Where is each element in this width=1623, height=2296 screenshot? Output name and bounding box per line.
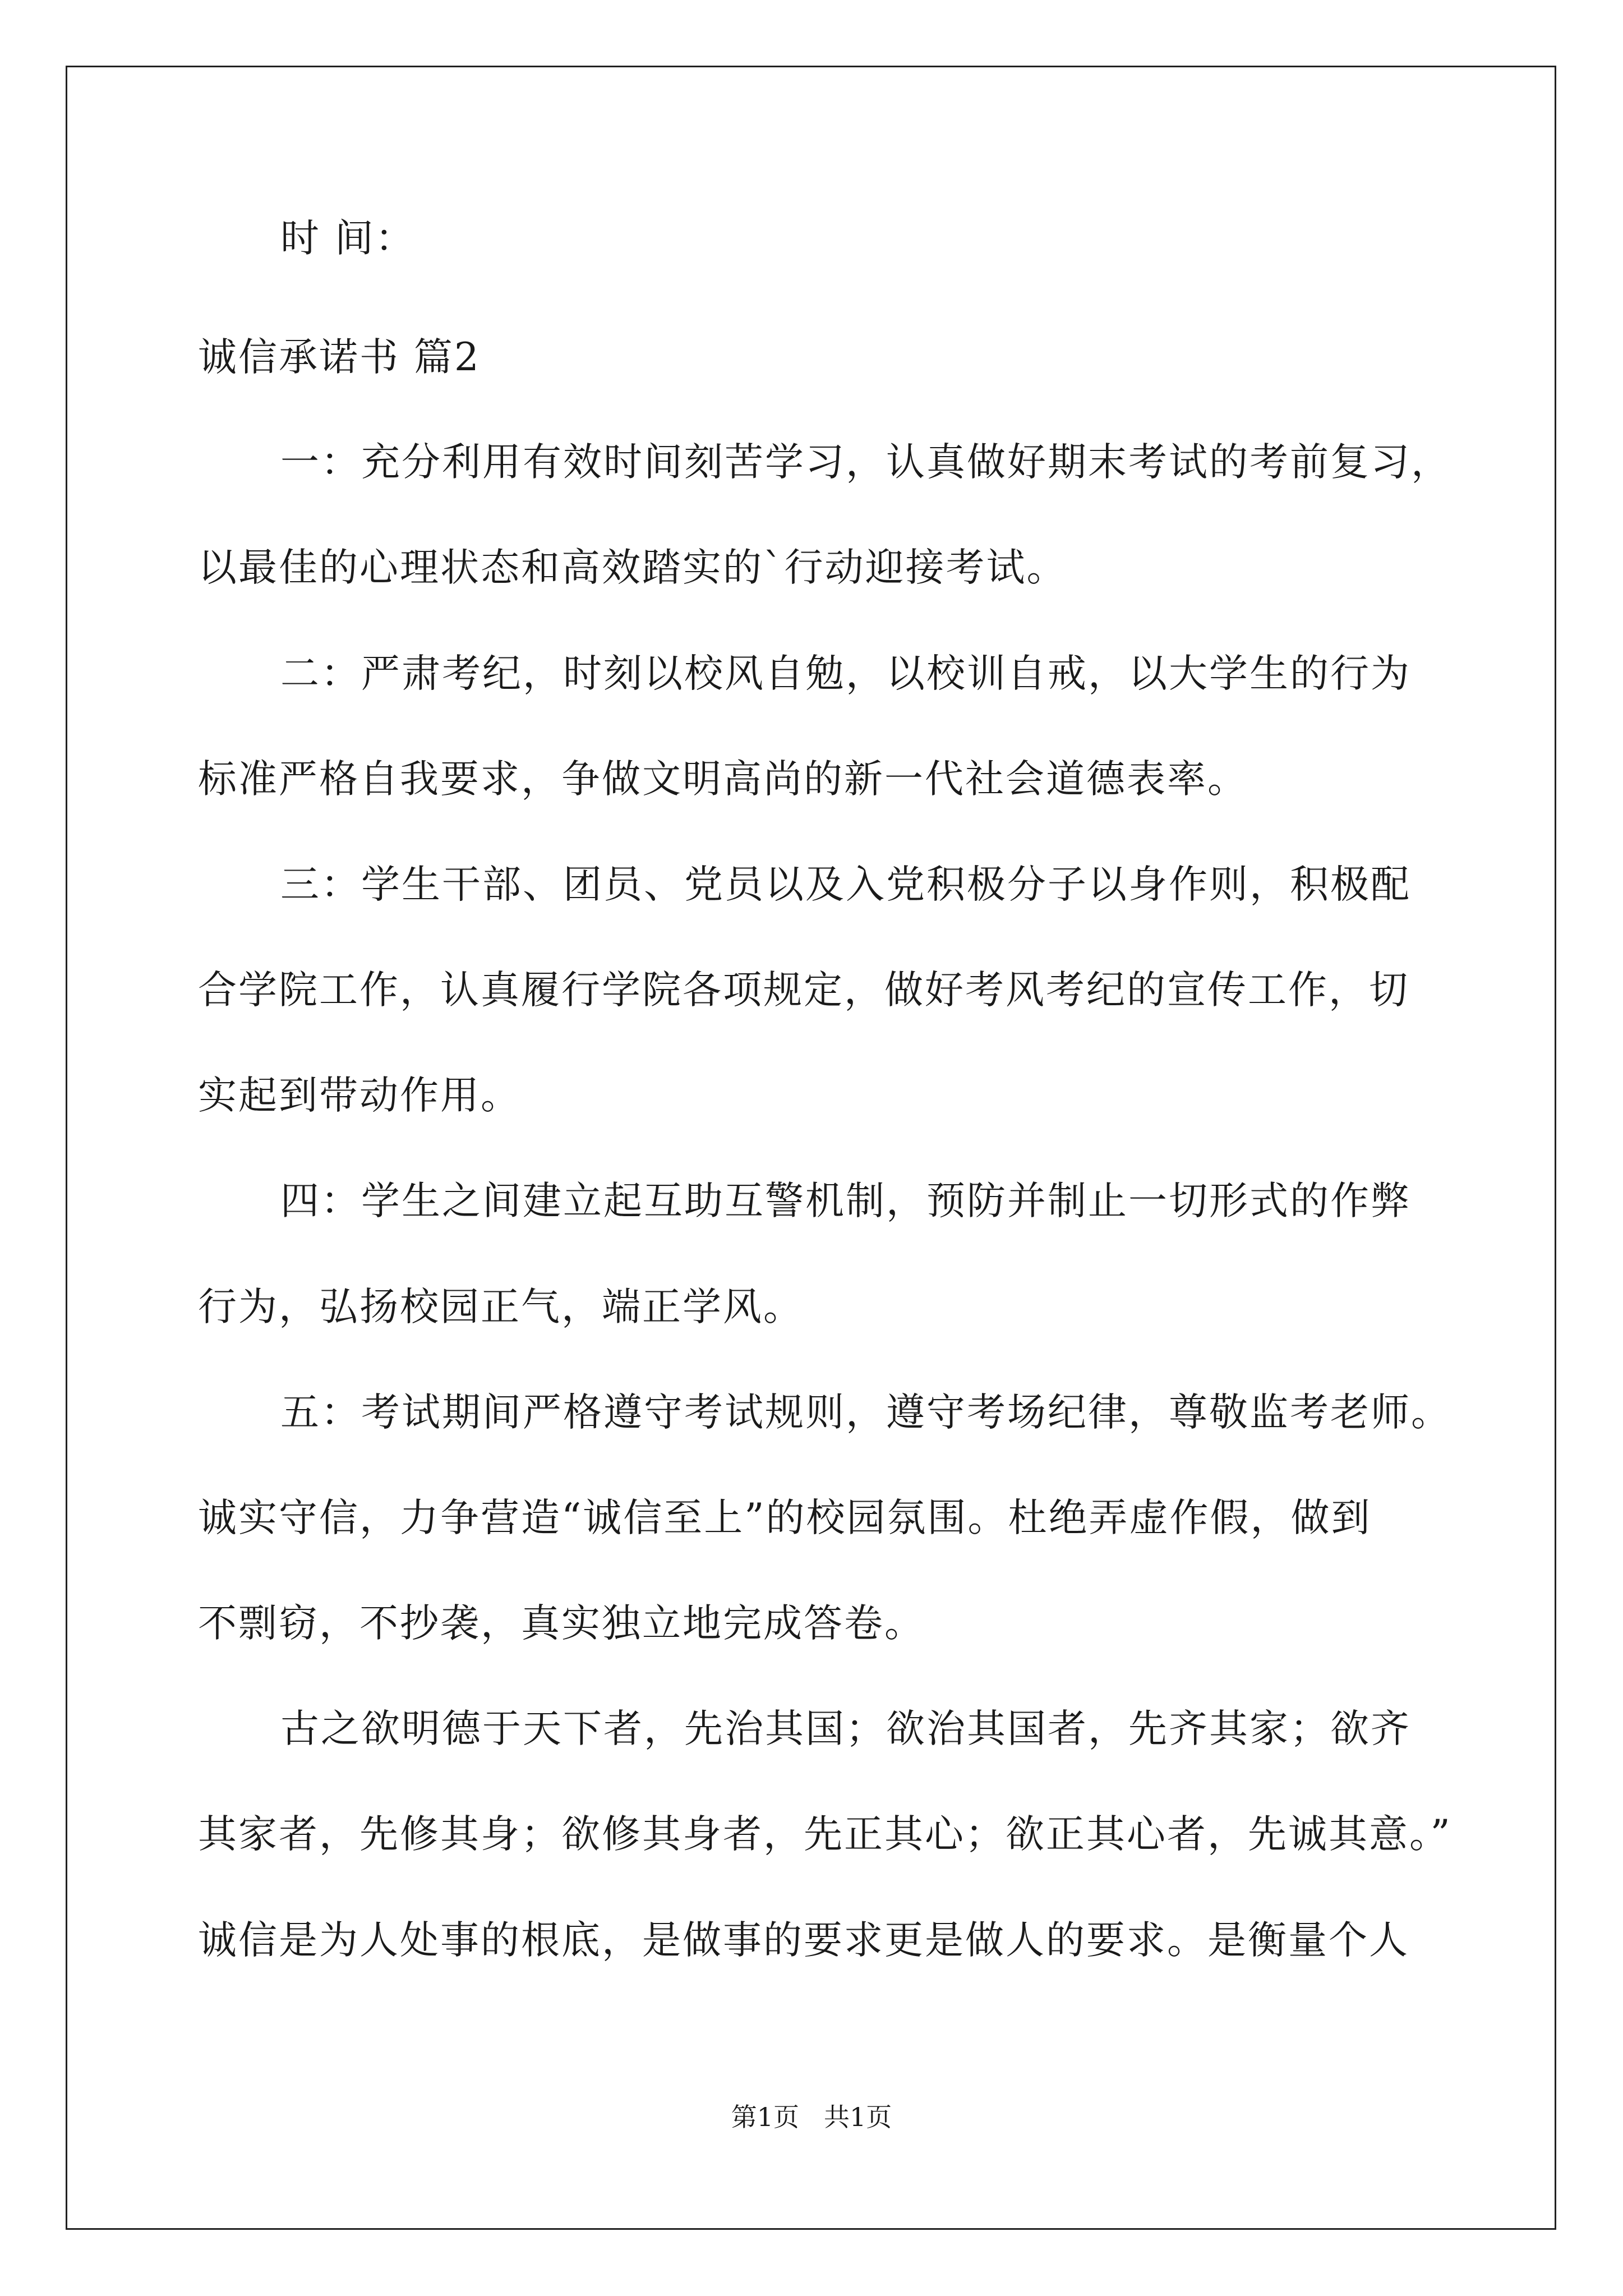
- paragraph-5-line-3: 不剽窃，不抄袭，真实独立地完成答卷。: [198, 1601, 925, 1646]
- paragraph-5-line-1: 五：考试期间严格遵守考试规则，遵守考场纪律，尊敬监考老师。: [280, 1390, 1451, 1435]
- paragraph-4-line-1: 四：学生之间建立起互助互警机制，预防并制止一切形式的作弊: [280, 1179, 1411, 1223]
- page-total: 共1页: [824, 2102, 892, 2132]
- paragraph-5-line-2: 诚实守信，力争营造“诚信至上”的校园氛围。杜绝弄虚作假，做到: [198, 1496, 1372, 1540]
- paragraph-2-line-1: 二：严肃考纪，时刻以校风自勉，以校训自戒，以大学生的行为: [280, 651, 1411, 696]
- paragraph-3-line-2: 合学院工作，认真履行学院各项规定，做好考风考纪的宣传工作，切: [198, 968, 1409, 1013]
- page-border: [66, 66, 1556, 2230]
- section-heading: 诚信承诺书 篇2: [198, 335, 481, 380]
- paragraph-2-line-2: 标准严格自我要求，争做文明高尚的新一代社会道德表率。: [198, 757, 1248, 802]
- paragraph-6-line-2: 其家者，先修其身；欲修其身者，先正其心；欲正其心者，先诚其意。”: [198, 1812, 1452, 1857]
- paragraph-6-line-3: 诚信是为人处事的根底，是做事的要求更是做人的要求。是衡量个人: [198, 1918, 1409, 1963]
- page-footer: [0, 2100, 1623, 2134]
- paragraph-4-line-2: 行为，弘扬校园正气，端正学风。: [198, 1285, 804, 1329]
- paragraph-1-line-1: 一：充分利用有效时间刻苦学习，认真做好期末考试的考前复习，: [280, 440, 1451, 485]
- paragraph-1-line-2: 以最佳的心理状态和高效踏实的`行动迎接考试。: [198, 545, 1067, 590]
- paragraph-6-line-1: 古之欲明德于天下者，先治其国；欲治其国者，先齐其家；欲齐: [280, 1706, 1411, 1751]
- page-number: 第1页: [731, 2102, 799, 2132]
- time-field-label: 时 间：: [280, 216, 416, 261]
- paragraph-3-line-1: 三：学生干部、团员、党员以及入党积极分子以身作则，积极配: [280, 862, 1411, 907]
- paragraph-3-line-3: 实起到带动作用。: [198, 1073, 521, 1118]
